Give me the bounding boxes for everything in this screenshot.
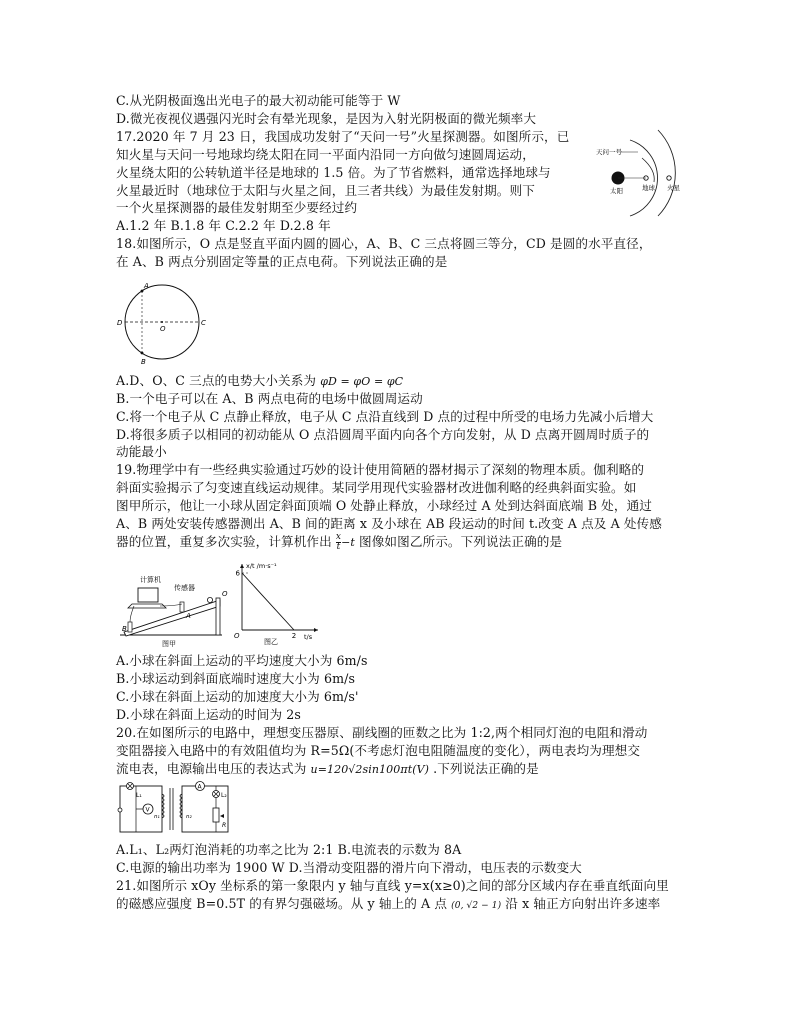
q16-option-d: D.微光夜视仪遇强闪光时会有晕光现象，是因为入射光阴极面的微光频率大 bbox=[116, 111, 537, 126]
q20-options-ab: A.L₁、L₂两灯泡消耗的功率之比为 2:1 B.电流表的示数为 8A bbox=[116, 842, 462, 857]
q21-line-1: 21.如图所示 xOy 坐标系的第一象限内 y 轴与直线 y=x(x≥0)之间的部分区域内存在垂直纸面向里 bbox=[116, 878, 669, 893]
q20-line-3 bbox=[116, 760, 539, 779]
q17-line-3: 火星绕太阳的公转轨道半径是地球的 1.5 倍。为了节省燃料，通常选择地球与 bbox=[116, 165, 551, 180]
fraction-numerator: x bbox=[335, 532, 342, 542]
point-b-label: B bbox=[141, 358, 146, 366]
figure-a-caption: 图甲 bbox=[162, 640, 176, 648]
q18-line-2: 在 A、B 两点分别固定等量的正点电荷。下列说法正确的是 bbox=[116, 254, 448, 269]
q21-line-2-post: 沿 x 轴正方向射出许多速率 bbox=[505, 896, 661, 911]
circle-figure bbox=[114, 276, 210, 370]
q19-option-b: B.小球运动到斜面底端时速度大小为 6m/s bbox=[116, 671, 356, 686]
q16-option-c: C.从光阴极面逸出光电子的最大初动能可能等于 W bbox=[116, 93, 401, 108]
rheostat-icon bbox=[213, 808, 219, 822]
primary-coil bbox=[162, 794, 164, 818]
q21-line-2-pre: 的磁感应强度 B=0.5T 的有界匀强磁场。从 y 轴上的 A 点 bbox=[116, 896, 448, 911]
sensor-a bbox=[180, 602, 184, 612]
data-line bbox=[242, 573, 294, 630]
origin-label: O bbox=[234, 632, 240, 640]
point-b-label: B bbox=[122, 625, 127, 633]
fraction-denominator: t bbox=[336, 542, 341, 552]
l1-label: L₁ bbox=[136, 792, 142, 799]
q18-line-1: 18.如图所示，O 点是竖直平面内圆的圆心，A、B、C 三点将圆三等分，CD 是圆的水平直径， bbox=[116, 236, 652, 251]
transformer-circuit bbox=[116, 780, 236, 838]
q19-line-3: 图甲所示，他让一小球从固定斜面顶端 O 处静止释放，小球经过 A 处到达斜面底端 B 处，通过 bbox=[116, 498, 652, 513]
x-axis-label: t/s bbox=[304, 633, 313, 641]
q17-line-2: 知火星与天问一号地球均绕太阳在同一平面内沿同一方向做匀速圆周运动， bbox=[116, 147, 535, 162]
y-tick-label: 6 bbox=[235, 569, 240, 578]
q20-voltage-formula: u=120√2sin100πt(V) bbox=[310, 763, 430, 776]
sensor-b bbox=[128, 622, 132, 632]
source-terminal bbox=[118, 808, 122, 812]
q20-line-1: 20.在如图所示的电路中，理想变压器原、副线圈的匝数之比为 1:2,两个相同灯泡的电阻和滑动 bbox=[116, 725, 648, 740]
sun-label: 太阳 bbox=[610, 187, 623, 195]
orbit-figure bbox=[590, 128, 686, 218]
q19-option-a: A.小球在斜面上运动的平均速度大小为 6m/s bbox=[116, 653, 368, 668]
q17-line-4: 火星最近时（地球位于太阳与火星之间，且三者共线）为最佳发射期。则下 bbox=[116, 183, 535, 198]
ball-icon bbox=[207, 597, 212, 602]
q21-line-2 bbox=[116, 895, 660, 915]
q19-line-4: A、B 两处安装传感器测出 A、B 间的距离 x 及小球在 AB 段运动的时间 t.改变 A 点及 A 处传感 bbox=[116, 516, 662, 531]
q19-option-c: C.小球在斜面上运动的加速度大小为 6m/s' bbox=[116, 689, 359, 704]
q20-line-3-pre: 流电表，电源输出电压的表达式为 bbox=[116, 761, 307, 776]
x-tick-label: 2 bbox=[291, 632, 297, 640]
q19-line-5-post: 图像如图乙所示。下列说法正确的是 bbox=[359, 534, 563, 549]
n1-label: n₁ bbox=[154, 814, 160, 820]
n2-label: n₂ bbox=[186, 814, 192, 820]
q19-line-5 bbox=[116, 533, 562, 552]
voltmeter-label: V bbox=[145, 806, 150, 814]
q19-option-d: D.小球在斜面上运动的时间为 2s bbox=[116, 707, 301, 722]
q18-option-a bbox=[116, 372, 403, 391]
computer-label: 计算机 bbox=[140, 576, 161, 584]
r-label: R bbox=[222, 822, 227, 829]
point-a-label: A bbox=[144, 282, 149, 290]
q18-option-d-line-1: D.将很多质子以相同的初动能从 O 点沿圆周平面内向各个方向发射，从 D 点离开圆周时质子的 bbox=[116, 427, 650, 442]
point-d-label: D bbox=[117, 319, 123, 327]
point-a-coordinate: (0, √2 − 1) bbox=[451, 901, 502, 911]
q17-options: A.1.2 年 B.1.8 年 C.2.2 年 D.2.8 年 bbox=[116, 218, 331, 233]
l2-label: L₂ bbox=[221, 792, 227, 799]
point-a-label: A bbox=[186, 612, 191, 620]
q19-line-5-mid: −t bbox=[341, 536, 355, 549]
point-o-label: O bbox=[222, 590, 228, 598]
q19-line-5-pre: 器的位置，重复多次实验，计算机作出 bbox=[116, 534, 332, 549]
q17-line-1: 17.2020 年 7 月 23 日，我国成功发射了“天问一号”火星探测器。如图所示，已 bbox=[116, 129, 570, 144]
q18-option-d-line-2: 动能最小 bbox=[116, 444, 167, 459]
figure-b-caption: 图乙 bbox=[264, 638, 278, 646]
probe-label: 天问一号 bbox=[596, 148, 622, 156]
mars-icon bbox=[667, 176, 671, 180]
q18-option-b: B.一个电子可以在 A、B 两点电荷的电场中做圆周运动 bbox=[116, 391, 423, 406]
ammeter-label: A bbox=[197, 783, 202, 791]
q19-line-2: 斜面实验揭示了匀变速直线运动规律。某同学用现代实验器材改进伽利略的经典斜面实验。如 bbox=[116, 480, 637, 495]
q17-line-5: 一个火星探测器的最佳发射期至少要经过约 bbox=[116, 200, 358, 215]
incline-apparatus-figure bbox=[114, 560, 234, 650]
q18-option-a-text: A.D、O、C 三点的电势大小关系为 bbox=[116, 373, 317, 388]
earth-label: 地球 bbox=[642, 184, 655, 192]
mars-label: 火星 bbox=[667, 184, 680, 192]
q18-option-c: C.将一个电子从 C 点静止释放，电子从 C 点沿直线到 D 点的过程中所受的电场力先减小后增大 bbox=[116, 409, 654, 424]
y-axis-label: x/t /m·s⁻¹ bbox=[246, 562, 277, 570]
q20-line-3-post: .下列说法正确的是 bbox=[433, 761, 539, 776]
point-o-label: O bbox=[160, 325, 166, 333]
sensor-label: 传感器 bbox=[174, 584, 195, 592]
q20-options-cd: C.电源的输出功率为 1900 W D.当滑动变阻器的滑片向下滑动，电压表的示数变大 bbox=[116, 860, 582, 875]
point-c-label: C bbox=[201, 319, 206, 327]
q19-line-1: 19.物理学中有一些经典实验通过巧妙的设计使用简陋的器材揭示了深刻的物理本质。伽利略的 bbox=[116, 462, 645, 477]
secondary-coil bbox=[180, 794, 182, 818]
xt-t-graph bbox=[228, 558, 324, 650]
mars-orbit bbox=[658, 130, 675, 216]
q18-option-a-formula: φD = φO = φC bbox=[320, 375, 404, 388]
computer-icon bbox=[138, 588, 158, 602]
q20-line-2: 变阻器接入电路中的有效阻值均为 R=5Ω(不考虑灯泡电阻随温度的变化），两电表均为理想交 bbox=[116, 743, 641, 758]
